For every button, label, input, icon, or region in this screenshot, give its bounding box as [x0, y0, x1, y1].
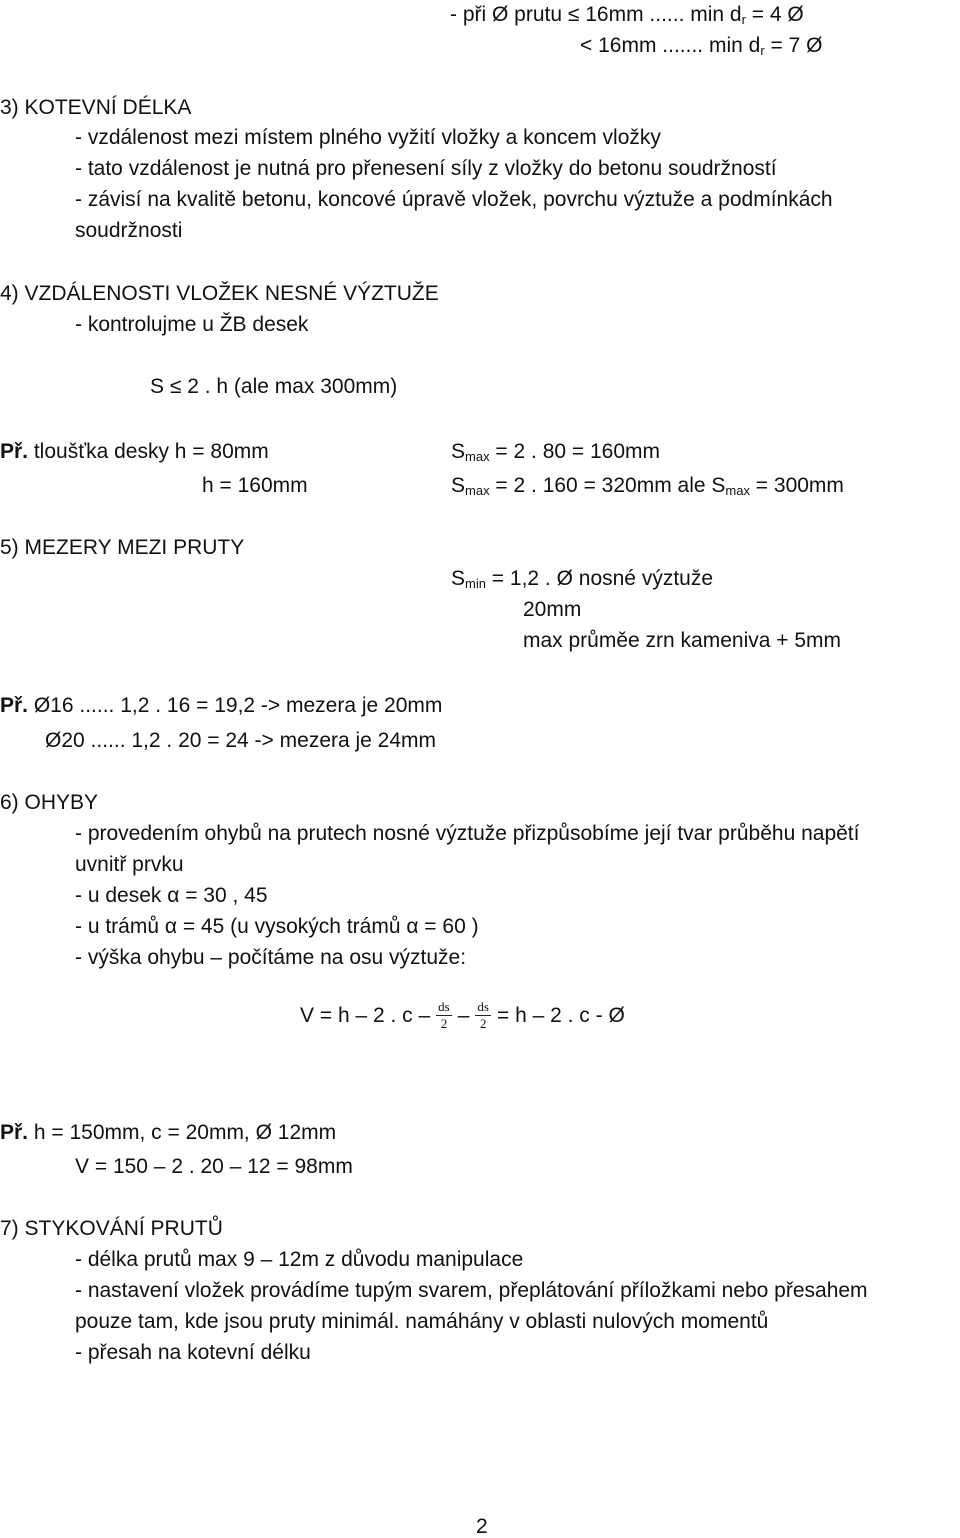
section-3-heading: 3) KOTEVNÍ DÉLKA: [0, 96, 192, 119]
section-6-bullet-1-cont: uvnitř prvku: [75, 853, 184, 876]
section-6-bullet-2: - u desek α = 30 , 45: [75, 884, 268, 907]
top-line-1-sub: r: [741, 12, 746, 27]
formula-start: V = h – 2 . c –: [300, 1003, 431, 1027]
section-5-option-2: max průměe zrn kameniva + 5mm: [523, 629, 842, 652]
fraction-ds-over-2: [436, 1000, 452, 1030]
section-6-example-1: [0, 1122, 336, 1143]
smin-s: S: [451, 567, 466, 590]
formula-minus: –: [457, 1003, 470, 1027]
section-5-option-1: 20mm: [523, 598, 582, 621]
section-5-example-1: [0, 695, 442, 716]
fraction-numerator: ds: [477, 999, 489, 1014]
example-label: Př.: [0, 694, 29, 717]
result-2-end: = 300mm: [749, 474, 844, 497]
section-3-bullet-3: - závisí na kvalitě betonu, koncové úpravě vložek, povrchu výztuže a podmínkách: [75, 188, 833, 211]
section-4-heading: 4) VZDÁLENOSTI VLOŽEK NESNÉ VÝZTUŽE: [0, 282, 439, 305]
section-4-formula: S ≤ 2 . h (ale max 300mm): [150, 375, 398, 398]
fraction-numerator: ds: [438, 999, 450, 1014]
result-2-text: = 2 . 160 = 320mm ale S: [489, 474, 726, 497]
example-label: Př.: [0, 1121, 29, 1144]
section-5-example-2: Ø20 ...... 1,2 . 20 = 24 -> mezera je 24mm: [45, 729, 437, 752]
result-1-text: = 2 . 80 = 160mm: [489, 440, 661, 463]
result-2-sub: max: [465, 483, 490, 498]
section-4-result-2: [451, 475, 844, 496]
section-4-example-2: h = 160mm: [202, 474, 308, 497]
result-1-sub: max: [465, 449, 490, 464]
example-label: Př.: [0, 440, 29, 463]
smin-text: = 1,2 . Ø nosné výztuže: [485, 567, 714, 590]
section-7-bullet-1: - délka prutů max 9 – 12m z důvodu manipulace: [75, 1248, 524, 1271]
top-line-2-sub: r: [760, 43, 765, 58]
section-5-example-1-text: Ø16 ...... 1,2 . 16 = 19,2 -> mezera je 20mm: [28, 694, 443, 717]
result-2-sub-2: max: [725, 483, 750, 498]
section-7-bullet-3: - přesah na kotevní délku: [75, 1341, 311, 1364]
top-line-1-text: - při Ø prutu ≤ 16mm ...... min d: [450, 3, 742, 26]
section-6-bullet-1: - provedením ohybů na prutech nosné výztuže přizpůsobíme její tvar průběhu napětí: [75, 822, 860, 845]
smin-sub: min: [465, 576, 486, 591]
section-3-bullet-1: - vzdálenost mezi místem plného vyžití vložky a koncem vložky: [75, 126, 661, 149]
fraction-denominator: 2: [440, 1015, 448, 1031]
page-number: 2: [476, 1515, 488, 1538]
top-line-2-text: < 16mm ....... min d: [580, 34, 761, 57]
section-5-smin: [451, 568, 713, 589]
result-2-s: S: [451, 474, 466, 497]
top-line-2-end: = 7 Ø: [764, 34, 823, 57]
section-6-bullet-4: - výška ohybu – počítáme na osu výztuže:: [75, 946, 467, 969]
section-7-bullet-2-cont: pouze tam, kde jsou pruty minimál. namáhány v oblasti nulových momentů: [75, 1310, 769, 1333]
bend-height-formula: [300, 1000, 625, 1030]
section-3-bullet-3-cont: soudržnosti: [75, 219, 183, 242]
section-7-heading: 7) STYKOVÁNÍ PRUTŮ: [0, 1217, 223, 1240]
fraction-ds-over-2-second: [475, 1000, 491, 1030]
section-6-heading: 6) OHYBY: [0, 791, 99, 814]
section-7-bullet-2: - nastavení vložek provádíme tupým svarem, přeplátování příložkami nebo přesahem: [75, 1279, 868, 1302]
section-4-example-1-text: tloušťka desky h = 80mm: [28, 440, 269, 463]
top-line-2: [580, 35, 822, 56]
section-3-bullet-2: - tato vzdálenost je nutná pro přenesení síly z vložky do betonu soudržností: [75, 157, 777, 180]
section-4-bullet-1: - kontrolujme u ŽB desek: [75, 313, 309, 336]
fraction-denominator: 2: [479, 1015, 487, 1031]
result-1-s: S: [451, 440, 466, 463]
top-line-1-end: = 4 Ø: [745, 3, 804, 26]
top-line-1: [450, 4, 804, 25]
section-6-example-2: V = 150 – 2 . 20 – 12 = 98mm: [75, 1155, 353, 1178]
section-4-example-1: [0, 441, 269, 462]
section-5-heading: 5) MEZERY MEZI PRUTY: [0, 536, 245, 559]
section-6-bullet-3: - u trámů α = 45 (u vysokých trámů α = 60 ): [75, 915, 479, 938]
section-4-result-1: [451, 441, 660, 462]
formula-end: = h – 2 . c - Ø: [496, 1003, 625, 1027]
section-6-example-1-text: h = 150mm, c = 20mm, Ø 12mm: [28, 1121, 337, 1144]
